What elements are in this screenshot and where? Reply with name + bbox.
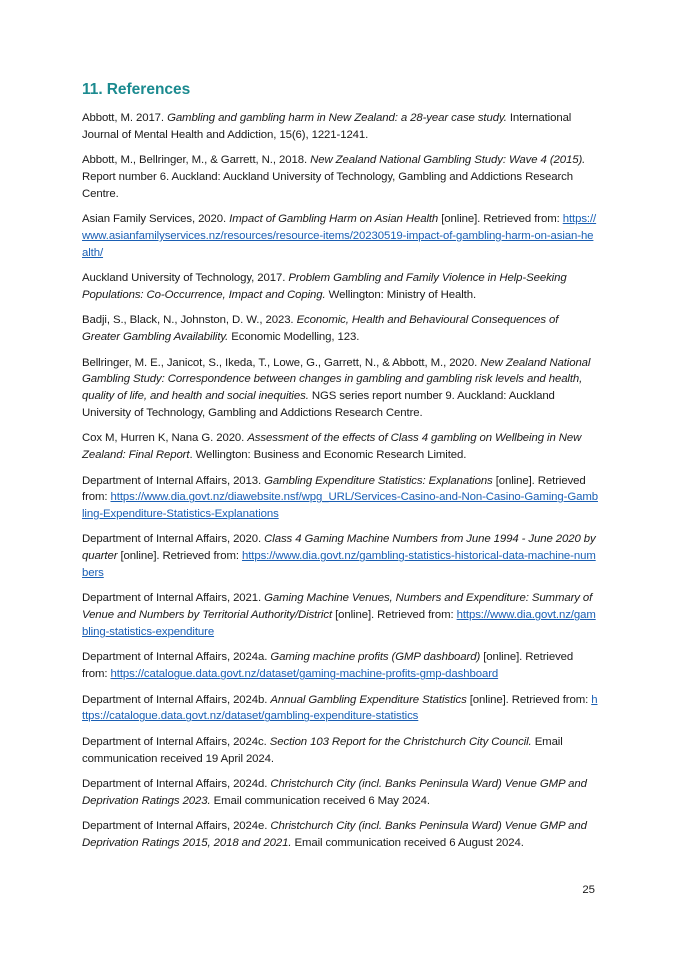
reference-title: Christchurch City (incl. Banks Peninsula Ward) Venue GMP and Deprivation Ratings 2023. bbox=[82, 778, 587, 807]
reference-details: Email communication received 19 April 2024. bbox=[82, 735, 563, 765]
reference-link[interactable]: https://www.dia.govt.nz/gambling-statistics-historical-data-machine-numbers bbox=[82, 550, 596, 580]
section-heading bbox=[82, 80, 598, 100]
reference-details: Wellington: Ministry of Health. bbox=[325, 288, 477, 301]
reference-entry bbox=[82, 734, 598, 768]
reference-title: Assessment of the effects of Class 4 gambling on Wellbeing in New Zealand: Final Report bbox=[82, 432, 582, 462]
reference-details: [online]. Retrieved from: bbox=[117, 550, 242, 563]
reference-link[interactable]: https://catalogue.data.govt.nz/dataset/gaming-machine-profits-gmp-dashboard bbox=[110, 668, 499, 681]
page-number: 25 bbox=[582, 884, 595, 896]
reference-authors-year: Department of Internal Affairs, 2020. bbox=[82, 533, 265, 546]
reference-entry bbox=[82, 473, 598, 523]
reference-entry bbox=[82, 110, 598, 144]
reference-details: Report number 6. Auckland: Auckland University of Technology, Gambling and Addictions Research Centre. bbox=[82, 170, 574, 200]
reference-entry bbox=[82, 355, 598, 422]
reference-details: Email communication received 6 August 2024. bbox=[291, 837, 524, 849]
reference-entry bbox=[82, 531, 598, 581]
reference-authors-year: Abbott, M., Bellringer, M., & Garrett, N., 2018. bbox=[82, 154, 311, 167]
reference-entry bbox=[82, 590, 598, 640]
reference-link[interactable]: https://www.asianfamilyservices.nz/resources/resource-items/20230519-impact-of-gambling-harm-on-asian-health/ bbox=[82, 213, 597, 259]
reference-title: New Zealand National Gambling Study: Correspondence between changes in gambling and gambling risk levels and health, quality of life, and health and social inequities. bbox=[82, 356, 591, 403]
reference-authors-year: Cox M, Hurren K, Nana G. 2020. bbox=[82, 432, 248, 445]
reference-details: International Journal of Mental Health and Addiction, 15(6), 1221-1241. bbox=[82, 112, 572, 141]
reference-authors-year: Asian Family Services, 2020. bbox=[82, 213, 230, 226]
reference-details: [online]. Retrieved from: bbox=[82, 651, 574, 681]
reference-authors-year: Bellringer, M. E., Janicot, S., Ikeda, T., Lowe, G., Garrett, N., & Abbott, M., 2020. bbox=[82, 356, 481, 369]
reference-title: Section 103 Report for the Christchurch City Council. bbox=[269, 735, 532, 748]
reference-title: Gaming machine profits (GMP dashboard) bbox=[270, 651, 481, 664]
reference-title: Gambling and gambling harm in New Zealand: a 28-year case study. bbox=[167, 112, 507, 124]
reference-details: [online]. Retrieved from: bbox=[82, 474, 586, 504]
reference-entry bbox=[82, 649, 598, 683]
reference-authors-year: Department of Internal Affairs, 2024c. bbox=[82, 735, 270, 748]
reference-link[interactable]: https://www.dia.govt.nz/diawebsite.nsf/wpg_URL/Services-Casino-and-Non-Casino-Gaming-Gambling-Expenditure-Statistics-Explanations bbox=[82, 491, 598, 521]
reference-details: Email communication received 6 May 2024. bbox=[210, 794, 430, 807]
reference-entry bbox=[82, 312, 598, 346]
reference-details: [online]. Retrieved from: bbox=[438, 213, 563, 226]
reference-details: [online]. Retrieved from: bbox=[466, 693, 592, 706]
reference-authors-year: Auckland University of Technology, 2017. bbox=[82, 272, 289, 285]
reference-entry bbox=[82, 211, 598, 261]
reference-title: Class 4 Gaming Machine Numbers from June 1994 - June 2020 by quarter bbox=[82, 533, 596, 563]
section-number: 11. bbox=[82, 81, 103, 98]
reference-entry bbox=[82, 776, 598, 810]
reference-entry bbox=[82, 430, 598, 464]
reference-title: Gambling Expenditure Statistics: Explanations bbox=[264, 474, 493, 487]
reference-authors-year: Department of Internal Affairs, 2024d. bbox=[82, 778, 271, 791]
reference-authors-year: Department of Internal Affairs, 2021. bbox=[82, 592, 265, 605]
reference-authors-year: Department of Internal Affairs, 2024b. bbox=[82, 693, 271, 706]
reference-entry bbox=[82, 152, 598, 202]
section-title: References bbox=[106, 81, 191, 98]
reference-details: [online]. Retrieved from: bbox=[332, 609, 457, 622]
reference-authors-year: Abbott, M. 2017. bbox=[82, 112, 168, 124]
reference-entry bbox=[82, 270, 598, 304]
reference-link[interactable]: https://catalogue.data.govt.nz/dataset/gambling-expenditure-statistics bbox=[82, 693, 598, 723]
reference-title: Impact of Gambling Harm on Asian Health bbox=[229, 213, 439, 226]
reference-link[interactable]: https://www.dia.govt.nz/gambling-statistics-expenditure bbox=[82, 609, 596, 639]
reference-authors-year: Badji, S., Black, N., Johnston, D. W., 2023. bbox=[82, 314, 297, 327]
reference-list bbox=[82, 110, 598, 852]
reference-details: Economic Modelling, 123. bbox=[228, 331, 360, 344]
reference-title: Annual Gambling Expenditure Statistics bbox=[270, 693, 467, 706]
page-content bbox=[82, 80, 598, 860]
reference-authors-year: Department of Internal Affairs, 2024e. bbox=[82, 820, 271, 833]
reference-authors-year: Department of Internal Affairs, 2013. bbox=[82, 474, 265, 487]
reference-entry bbox=[82, 818, 598, 852]
reference-title: New Zealand National Gambling Study: Wave 4 (2015). bbox=[310, 154, 586, 167]
reference-authors-year: Department of Internal Affairs, 2024a. bbox=[82, 651, 271, 664]
reference-details: . Wellington: Business and Economic Research Limited. bbox=[189, 449, 467, 462]
reference-entry bbox=[82, 692, 598, 726]
reference-title: Economic, Health and Behavioural Consequences of Greater Gambling Availability. bbox=[82, 314, 559, 344]
reference-title: Problem Gambling and Family Violence in Help-Seeking Populations: Co-Occurrence, Impact and Coping. bbox=[82, 272, 567, 301]
reference-title: Gaming Machine Venues, Numbers and Expenditure: Summary of Venue and Numbers by Territorial Authority/District bbox=[82, 592, 593, 622]
reference-details: NGS series report number 9. Auckland: Auckland University of Technology, Gambling and Addictions Research Centre. bbox=[82, 390, 555, 419]
reference-title: Christchurch City (incl. Banks Peninsula Ward) Venue GMP and Deprivation Ratings 2015, 2018 and 2021. bbox=[82, 820, 587, 849]
